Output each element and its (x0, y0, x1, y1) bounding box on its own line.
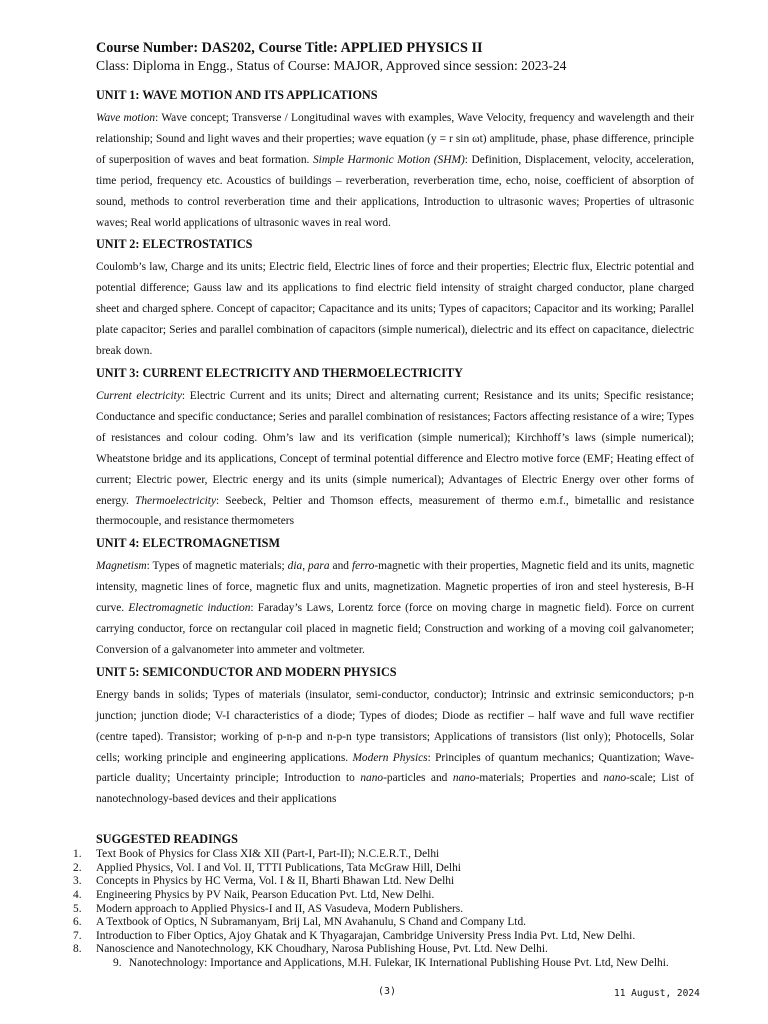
topic-label: nano (603, 772, 627, 785)
reading-text: A Textbook of Optics, N Subramanyam, Brij Lal, MN Avahanulu, S Chand and Company Ltd. (96, 916, 526, 929)
topic-label: Simple Harmonic Motion (SHM) (312, 153, 465, 166)
unit-content (96, 556, 694, 661)
topic-label: para (308, 560, 330, 573)
reading-item (73, 943, 694, 957)
unit-text: Energy bands in solids; Types of materials (insulator, semi-conductor, conductor); Intrinsic and extrinsic semiconductors; p-n junction; junction diode; V-I characteristics of a diode; Types of diodes; Diode as rectifier – half wave and full wave rectifier (centre taped). Transistor; working of p-n-p and n-p-n type transistors; Applications of transistors (list only); Photocells, Solar cells; working principle and engineering applications. (96, 688, 694, 764)
reading-number: 6. (73, 916, 82, 929)
reading-text: Nanoscience and Nanotechnology, KK Choudhary, Narosa Publishing House, Pvt. Ltd. New Delhi. (96, 943, 548, 956)
unit-heading: UNIT 3: CURRENT ELECTRICITY AND THERMOELECTRICITY (96, 365, 463, 380)
topic-label: Current electricity (96, 389, 182, 402)
unit-heading: UNIT 2: ELECTROSTATICS (96, 237, 253, 252)
unit-text: -materials; Properties and (475, 772, 604, 785)
topic-label: Thermoelectricity (135, 494, 217, 507)
unit-text: -particles and (383, 772, 453, 785)
reading-text: Modern approach to Applied Physics-I and II, AS Vasudeva, Modern Publishers. (96, 902, 464, 915)
reading-item (73, 861, 694, 876)
reading-text: Applied Physics, Vol. I and Vol. II, TTTI Publications, Tata McGraw Hill, Delhi (96, 861, 461, 874)
unit-text: : Definition, Displacement, velocity, acceleration, time period, frequency etc. Acoustics of buildings – reverberation, reverberation time, echo, noise, coefficient of absorption of sound, methods to control reverberation time and their applications, Introduction to ultrasonic waves; Properties of ultrasonic waves; Real world applications of ultrasonic waves in real word. (96, 153, 694, 229)
reading-number: 9. (113, 957, 122, 970)
unit-text: : Seebeck, Peltier and Thomson effects, measurement of thermo e.m.f., bimetallic and resistance thermocouple, and resistance thermometers (96, 494, 694, 528)
unit-text: : Faraday’s Laws, Lorentz force (force on moving charge in magnetic field). Force on current carrying conductor, force on rectangular coil placed in magnetic field; Construction and working of a moving coil galvanometer; Conversion of a galvanometer into ammeter and voltmeter. (96, 602, 694, 656)
print-date: 11 August, 2024 (614, 988, 700, 999)
reading-text: Nanotechnology: Importance and Applications, M.H. Fulekar, IK International Publishing House Pvt. Ltd, New Delhi. (128, 957, 669, 970)
course-title: Course Number: DAS202, Course Title: APPLIED PHYSICS II (96, 40, 483, 56)
topic-label: Electromagnetic induction (128, 602, 251, 615)
reading-item (96, 957, 694, 971)
reading-text: Concepts in Physics by HC Verma, Vol. I & II, Bharti Bhawan Ltd. New Delhi (96, 875, 455, 888)
unit-heading: UNIT 1: WAVE MOTION AND ITS APPLICATIONS (96, 88, 378, 102)
topic-label: Wave motion (96, 112, 156, 124)
reading-item (73, 929, 694, 944)
topic-label: dia (287, 560, 303, 573)
reading-number: 3. (73, 875, 82, 888)
unit-text: , (302, 560, 309, 573)
unit-content (96, 108, 694, 233)
unit-content (96, 257, 694, 362)
topic-label: Magnetism (96, 560, 147, 573)
topic-label: nano (452, 772, 476, 785)
unit-text: -scale; List of nanotechnology-based devices and their applications (96, 772, 694, 806)
unit-content (96, 386, 694, 532)
reading-number: 1. (73, 848, 82, 861)
reading-text: Text Book of Physics for Class XI& XII (Part-I, Part-II); N.C.E.R.T., Delhi (96, 848, 440, 861)
reading-number: 8. (73, 943, 82, 956)
course-info: Class: Diploma in Engg., Status of Course: MAJOR, Approved since session: 2023-24 (96, 58, 567, 73)
suggested-readings-list (73, 848, 694, 957)
syllabus-units (96, 87, 694, 810)
document-page (73, 40, 694, 971)
unit-text: : Types of magnetic materials; (146, 560, 288, 573)
reading-item (73, 889, 694, 903)
unit-content (96, 685, 694, 810)
unit-heading: UNIT 5: SEMICONDUCTOR AND MODERN PHYSICS (96, 664, 397, 679)
reading-number: 7. (73, 929, 82, 942)
reading-text: Introduction to Fiber Optics, Ajoy Ghatak and K Thyagarajan, Cambridge University Press India Pvt. Ltd, New Delhi. (96, 929, 636, 942)
page-number: (3) (378, 986, 397, 997)
suggested-readings-heading: SUGGESTED READINGS (96, 832, 238, 847)
reading-item (73, 902, 694, 917)
reading-number: 2. (73, 861, 82, 874)
unit-text: : Electric Current and its units; Direct and alternating current; Resistance and its units; Specific resistance; Conductance and specific conductance; Series and parallel combination of resistances; Factors affecting resistance of a wire; Types of resistances and colour coding. Ohm’s law and its verification (simple numerical); Kirchhoff’s laws (simple numerical); Wheatstone bridge and its applications, Concept of terminal potential difference and Electro motive force (EMF; Heating effect of current; Electric power, Electric energy and its units (simple numerical); Advantages of Electric Energy over other forms of energy. (96, 389, 694, 507)
topic-label: nano (360, 772, 384, 785)
unit-text: Coulomb’s law, Charge and its units; Electric field, Electric lines of force and their properties; Electric flux, Electric potential and potential difference; Gauss law and its applications to find electric field intensity of straight charged conductor, plane charged sheet and charged sphere. Concept of capacitor; Capacitance and its units; Types of capacitors; Capacitor and its working; Parallel plate capacitor; Series and parallel combination of capacitors (simple numerical), dielectric and its effect on capacitance, dielectric break down. (96, 261, 694, 358)
reading-number: 4. (73, 889, 82, 902)
unit-heading: UNIT 4: ELECTROMAGNETISM (96, 536, 280, 551)
unit-text: and (329, 560, 352, 573)
reading-text: Engineering Physics by PV Naik, Pearson Education Pvt. Ltd, New Delhi. (96, 889, 435, 902)
reading-item (73, 916, 694, 930)
unit-text: : Principles of quantum mechanics; Quantization; Wave-particle duality; Uncertainty principle; Introduction to (96, 751, 694, 785)
topic-label: ferro (351, 560, 375, 573)
reading-number: 5. (73, 902, 82, 915)
topic-label: Modern Physics (352, 751, 428, 764)
unit-text: -magnetic with their properties, Magnetic field and its units, magnetic intensity, magnetic lines of force, magnetic flux and units, magnetization. Magnetic properties of iron and steel hysteresis, B-H curve. (96, 560, 694, 615)
reading-item (73, 875, 694, 889)
reading-item (73, 848, 694, 862)
unit-text: : Wave concept; Transverse / Longitudinal waves with examples, Wave Velocity, frequency and wavelength and their relationship; Sound and light waves and their properties; wave equation (y = r sin ωt) amplitude, phase, phase difference, principle of superposition of waves and beat formation. (96, 112, 694, 166)
